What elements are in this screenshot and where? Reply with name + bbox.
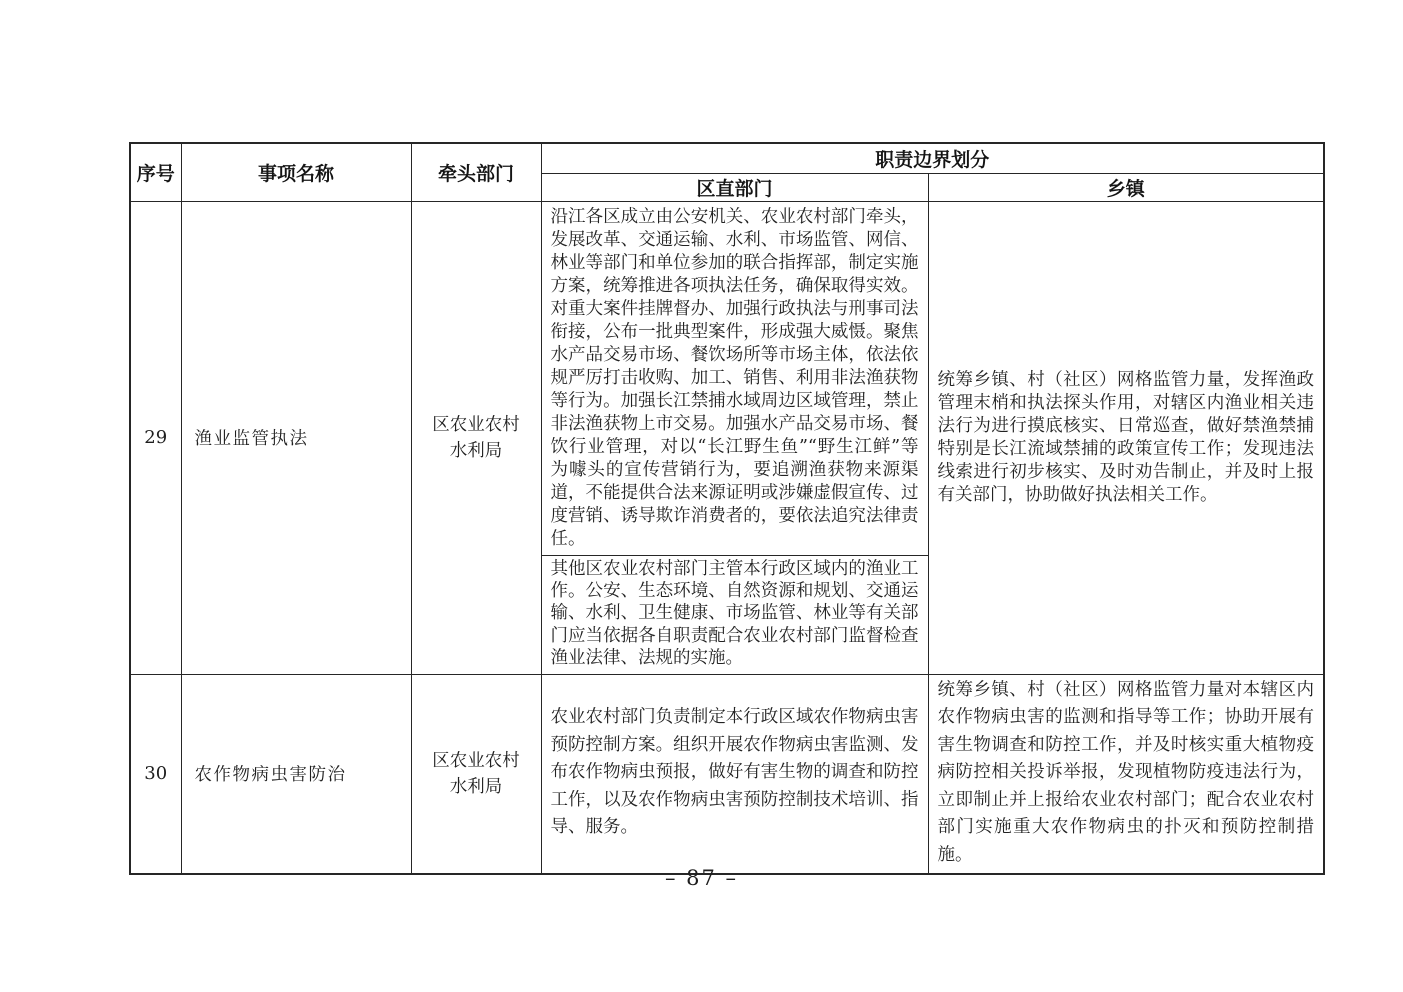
header-serial-number: 序号 bbox=[130, 143, 181, 201]
header-township: 乡镇 bbox=[928, 173, 1324, 201]
table-row-29 bbox=[130, 201, 1324, 555]
cell-lead-29 bbox=[411, 201, 541, 674]
header-lead-department: 牵头部门 bbox=[411, 143, 541, 201]
page-number: – 87 – bbox=[664, 866, 739, 890]
cell-district-29-part2: 其他区农业农村部门主管本行政区域内的渔业工作。公安、生态环境、自然资源和规划、交通运输、水利、卫生健康、市场监管、林业等有关部门应当依据各自职责配合农业农村部门监督检查渔业法律、法规的实施。 bbox=[541, 555, 928, 674]
header-item-name: 事项名称 bbox=[181, 143, 411, 201]
cell-serial-30: 30 bbox=[130, 674, 181, 874]
cell-district-29-part1: 沿江各区成立由公安机关、农业农村部门牵头，发展改革、交通运输、水利、市场监管、网信、林业等部门和单位参加的联合指挥部，制定实施方案，统筹推进各项执法任务，确保取得实效。对重大案件挂牌督办、加强行政执法与刑事司法衔接，公布一批典型案件，形成强大威慑。聚焦水产品交易市场、餐饮场所等市场主体，依法依规严厉打击收购、加工、销售、利用非法渔获物等行为。加强长江禁捕水域周边区域管理，禁止非法渔获物上市交易。加强水产品交易市场、餐饮行业管理，对以“长江野生鱼”“野生江鲜”等为噱头的宣传营销行为，要追溯渔获物来源渠道，不能提供合法来源证明或涉嫌虚假宣传、过度营销、诱导欺诈消费者的，要依法追究法律责任。 bbox=[541, 201, 928, 555]
header-responsibility-division: 职责边界划分 bbox=[541, 143, 1324, 173]
cell-lead-30 bbox=[411, 674, 541, 874]
responsibility-table bbox=[129, 142, 1325, 875]
lead-department-text: 区农业农村水利局 bbox=[432, 750, 520, 797]
cell-item-29: 渔业监管执法 bbox=[181, 201, 411, 674]
cell-serial-29: 29 bbox=[130, 201, 181, 674]
cell-district-30: 农业农村部门负责制定本行政区域农作物病虫害预防控制方案。组织开展农作物病虫害监测、发布农作物病虫预报，做好有害生物的调查和防控工作，以及农作物病虫害预防控制技术培训、指导、服务。 bbox=[541, 674, 928, 874]
lead-department-text: 区农业农村水利局 bbox=[432, 414, 520, 461]
table-row-30 bbox=[130, 674, 1324, 874]
cell-item-30: 农作物病虫害防治 bbox=[181, 674, 411, 874]
cell-township-29: 统筹乡镇、村（社区）网格监管力量，发挥渔政管理末梢和执法探头作用，对辖区内渔业相关违法行为进行摸底核实、日常巡查，做好禁渔禁捕特别是长江流域禁捕的政策宣传工作；发现违法线索进行初步核实、及时劝告制止，并及时上报有关部门，协助做好执法相关工作。 bbox=[928, 201, 1324, 674]
cell-township-30: 统筹乡镇、村（社区）网格监管力量对本辖区内农作物病虫害的监测和指导等工作；协助开展有害生物调查和防控工作，并及时核实重大植物疫病防控相关投诉举报，发现植物防疫违法行为，立即制止并上报给农业农村部门；配合农业农村部门实施重大农作物病虫的扑灭和预防控制措施。 bbox=[928, 674, 1324, 874]
header-district-departments: 区直部门 bbox=[541, 173, 928, 201]
